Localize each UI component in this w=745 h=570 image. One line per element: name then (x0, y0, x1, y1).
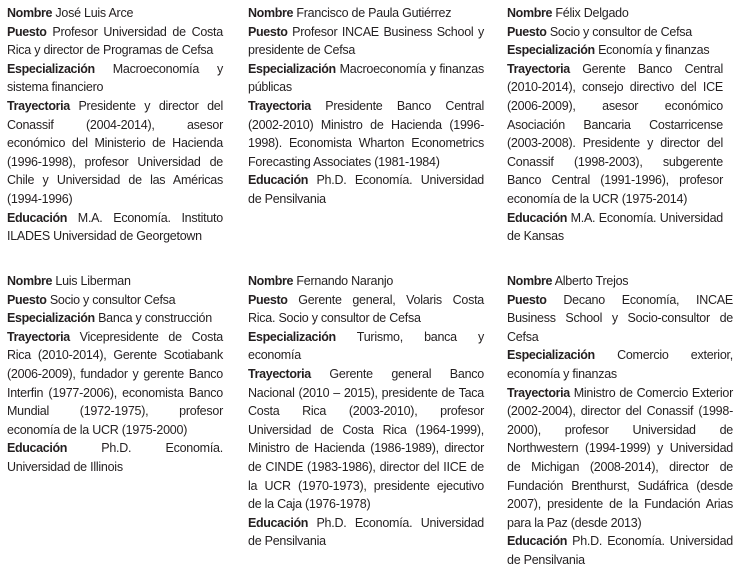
educacion-row (507, 532, 733, 569)
puesto-value: Profesor INCAE Business School y presidente de Cefsa (248, 24, 484, 58)
educacion-value: M.A. Economía. Instituto ILADES Universidad de Georgetown (7, 210, 223, 244)
profile-card (507, 272, 733, 570)
puesto-row (7, 23, 223, 60)
especializacion-value: Comercio exterior, economía y finanzas (507, 348, 733, 381)
nombre-label: Nombre (507, 6, 553, 20)
especializacion-row (248, 328, 484, 365)
nombre-value: Luis Liberman (55, 274, 131, 288)
profile-card (7, 4, 223, 246)
trayectoria-row (248, 365, 484, 514)
educacion-value: Ph.D. Economía. Universidad de Pensilvania (248, 173, 484, 206)
trayectoria-label: Trayectoria (248, 98, 311, 113)
especializacion-value: Macroeconomía y sistema financiero (7, 61, 223, 95)
educacion-row (248, 514, 484, 551)
trayectoria-label: Trayectoria (507, 385, 570, 400)
especializacion-row (507, 41, 723, 60)
especializacion-row (7, 309, 223, 328)
puesto-label: Puesto (7, 24, 47, 39)
nombre-row (248, 4, 484, 23)
puesto-row (248, 23, 484, 60)
educacion-row (507, 209, 723, 246)
profile-card (248, 272, 484, 551)
especializacion-value: Economía y finanzas (598, 43, 710, 58)
especializacion-label: Especialización (507, 348, 595, 363)
trayectoria-row (507, 384, 733, 533)
especializacion-label: Especialización (248, 329, 336, 344)
educacion-value: Ph.D. Economía. Universidad de Pensilvania (507, 534, 733, 567)
trayectoria-row (248, 97, 484, 171)
nombre-value: Alberto Trejos (554, 274, 629, 288)
nombre-row (7, 4, 223, 23)
profile-card (7, 272, 223, 477)
educacion-row (248, 171, 484, 208)
nombre-row (248, 272, 484, 291)
puesto-value: Socio y consultor de Cefsa (549, 24, 693, 39)
puesto-row (7, 291, 223, 310)
especializacion-row (507, 346, 733, 383)
especializacion-label: Especialización (7, 311, 95, 326)
especializacion-label: Especialización (7, 61, 95, 76)
trayectoria-row (7, 97, 223, 209)
puesto-label: Puesto (507, 24, 547, 39)
educacion-label: Educación (507, 534, 568, 549)
nombre-value: Francisco de Paula Gutiérrez (296, 6, 452, 20)
educacion-label: Educación (507, 210, 568, 225)
profile-card (248, 4, 484, 209)
puesto-row (507, 23, 723, 42)
nombre-label: Nombre (507, 274, 553, 288)
nombre-value: Fernando Naranjo (296, 274, 394, 288)
especializacion-value: Banca y construcción (98, 311, 212, 326)
nombre-value: Félix Delgado (555, 6, 629, 20)
especializacion-label: Especialización (248, 61, 336, 76)
trayectoria-label: Trayectoria (507, 61, 570, 76)
puesto-label: Puesto (7, 292, 47, 307)
trayectoria-value: Gerente general Banco Nacional (2010 – 2015), presidente de Taca Costa Rica (2003-2010), profesor Universidad de Costa Rica (1964-1999), Ministro de Hacienda (1986-1989), director de CINDE (1983-1986), director del IICE de la UCR (1970-1973), presidente ejecutivo de la Caja (1976-1978) (248, 366, 484, 512)
nombre-label: Nombre (7, 274, 53, 288)
especializacion-value: Turismo, banca y economía (248, 329, 485, 363)
puesto-row (507, 291, 733, 347)
nombre-row (7, 272, 223, 291)
trayectoria-value: Gerente Banco Central (2010-2014), consejo directivo del ICE (2006-2009), asesor económico Asociación Bancaria Costarricense (2003-2008). Presidente y director del Conassif (1998-2003), subgerente Banco Central (1991-1996), profesor economía de la UCR (1975-2014) (507, 61, 723, 206)
especializacion-value: Macroeconomía y finanzas públicas (248, 61, 484, 95)
trayectoria-label: Trayectoria (7, 98, 70, 113)
puesto-value: Decano Economía, INCAE Business School y Socio-consultor de Cefsa (507, 292, 733, 344)
puesto-label: Puesto (248, 24, 288, 39)
trayectoria-label: Trayectoria (248, 366, 311, 381)
puesto-label: Puesto (507, 292, 547, 307)
trayectoria-row (507, 60, 723, 209)
educacion-label: Educación (7, 441, 68, 456)
educacion-value: Ph.D. Economía. Universidad de Pensilvania (248, 515, 484, 549)
puesto-value: Socio y consultor Cefsa (49, 292, 176, 307)
trayectoria-value: Vicepresidente de Costa Rica (2010-2014), Gerente Scotiabank (2006-2009), fundador y gerente Banco Interfin (1977-2006), economista Banco Mundial (1972-1975), profesor economía de la UCR (1975-2000) (7, 329, 223, 437)
puesto-value: Gerente general, Volaris Costa Rica. Socio y consultor de Cefsa (248, 292, 484, 326)
puesto-row (248, 291, 484, 328)
educacion-row (7, 439, 223, 476)
trayectoria-row (7, 328, 223, 440)
nombre-row (507, 272, 733, 291)
puesto-label: Puesto (248, 292, 288, 307)
educacion-value: M.A. Economía. Universidad de Kansas (507, 210, 723, 244)
profile-card (507, 4, 723, 246)
nombre-label: Nombre (248, 6, 294, 20)
educacion-row (7, 209, 223, 246)
trayectoria-value: Presidente y director del Conassif (2004-2014), asesor económico del Ministerio de Hacienda (1996-1998), profesor Universidad de Chile y Universidad de las Américas (1994-1996) (7, 98, 223, 206)
nombre-label: Nombre (7, 6, 53, 20)
nombre-label: Nombre (248, 274, 294, 288)
educacion-label: Educación (248, 173, 309, 188)
puesto-value: Profesor Universidad de Costa Rica y director de Programas de Cefsa (7, 24, 223, 58)
nombre-row (507, 4, 723, 23)
especializacion-row (248, 60, 484, 97)
trayectoria-value: Presidente Banco Central (2002-2010) Ministro de Hacienda (1996-1998). Economista Wharton Econometrics Forecasting Associates (1981-1984) (248, 98, 484, 169)
especializacion-row (7, 60, 223, 97)
educacion-value: Ph.D. Economía. Universidad de Illinois (7, 441, 223, 474)
trayectoria-label: Trayectoria (7, 329, 70, 344)
trayectoria-value: Ministro de Comercio Exterior (2002-2004), director del Conassif (1998-2000), profesor Universidad de Northwestern (1994-1999) y Universidad de Michigan (2008-2014), director de Fundación Brenthurst, Sudáfrica (desde 2007), presidente de la Fundación Arias para la Paz (desde 2013) (507, 385, 733, 530)
especializacion-label: Especialización (507, 43, 595, 58)
nombre-value: José Luis Arce (55, 6, 134, 20)
educacion-label: Educación (248, 515, 309, 530)
educacion-label: Educación (7, 210, 68, 225)
